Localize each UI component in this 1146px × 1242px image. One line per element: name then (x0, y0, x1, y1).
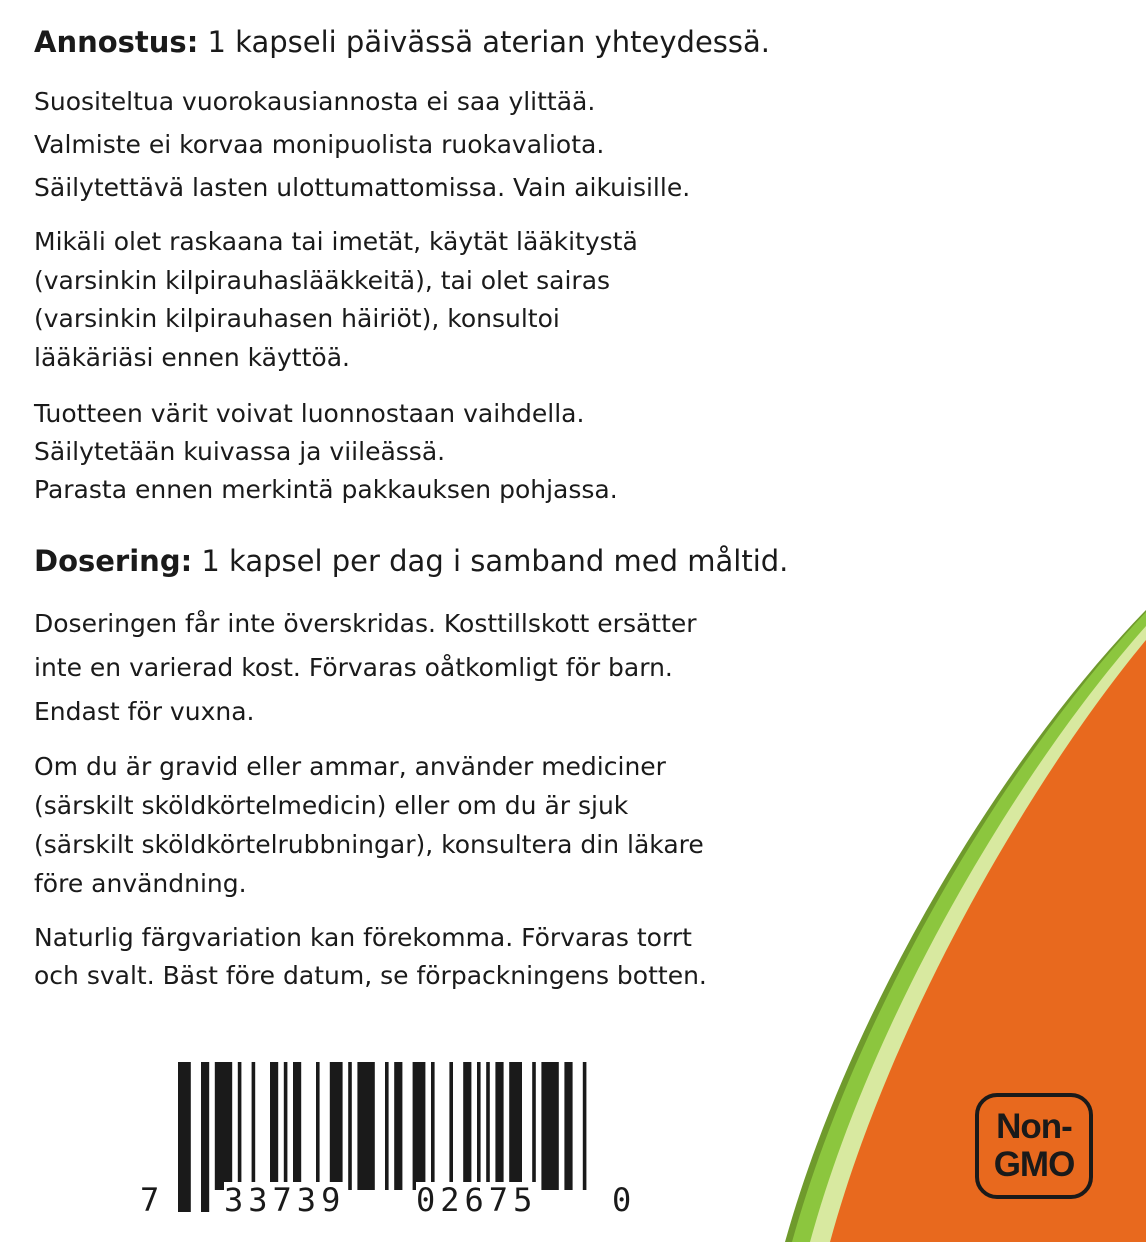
barcode-bar (431, 1062, 435, 1190)
barcode-bar (215, 1062, 232, 1190)
fi-paragraph-1 (34, 80, 690, 209)
barcode-bar (201, 1062, 209, 1212)
barcode-bar (357, 1062, 374, 1190)
sv-dosage-heading (34, 543, 788, 579)
text-line: (varsinkin kilpirauhaslääkkeitä), tai olet sairas (34, 265, 611, 295)
barcode-bar (270, 1062, 278, 1190)
barcode-bar (385, 1062, 389, 1190)
sv-dosage-text: 1 kapsel per dag i samband med måltid. (192, 544, 789, 578)
non-gmo-badge (975, 1093, 1093, 1199)
sv-dosage-label: Dosering: (34, 544, 193, 578)
barcode-bar (564, 1062, 572, 1190)
barcode (140, 1062, 632, 1222)
barcode-bar (348, 1062, 352, 1190)
fi-paragraph-3 (34, 395, 618, 509)
barcode-bar (477, 1062, 481, 1190)
barcode-bar (316, 1062, 320, 1190)
text-line: och svalt. Bäst före datum, se förpackningens botten. (34, 961, 707, 990)
text-line: Tuotteen värit voivat luonnostaan vaihdella. (34, 399, 585, 428)
barcode-bar (284, 1062, 288, 1190)
barcode-left-digits: 33739 (224, 1181, 346, 1219)
barcode-bar (541, 1062, 558, 1190)
barcode-bar (532, 1062, 536, 1190)
text-line: inte en varierad kost. Förvaras oåtkomligt för barn. (34, 653, 673, 682)
fi-dosage-text: 1 kapseli päivässä aterian yhteydessä. (198, 25, 771, 59)
barcode-first-digit: 7 (140, 1181, 160, 1219)
barcode-bar (252, 1062, 256, 1190)
text-line: Mikäli olet raskaana tai imetät, käytät lääkitystä (34, 227, 638, 256)
sv-paragraph-2 (34, 747, 704, 903)
barcode-bar (238, 1062, 242, 1190)
barcode-bar (330, 1062, 343, 1190)
text-line: Doseringen får inte överskridas. Kosttillskott ersätter (34, 609, 697, 638)
barcode-bar (293, 1062, 301, 1190)
text-line: Naturlig färgvariation kan förekomma. Förvaras torrt (34, 923, 692, 952)
sv-paragraph-3 (34, 919, 707, 995)
text-line: Säilytettävä lasten ulottumattomissa. Vain aikuisille. (34, 173, 691, 202)
barcode-bar (178, 1062, 191, 1212)
barcode-bar (463, 1062, 471, 1190)
badge-line-1: Non- (996, 1107, 1072, 1146)
barcode-bars (140, 1062, 610, 1222)
badge-line-2: GMO (993, 1145, 1075, 1184)
text-line: (varsinkin kilpirauhasen häiriöt), konsultoi (34, 304, 560, 333)
barcode-bar (583, 1062, 587, 1190)
fi-dosage-heading (34, 24, 770, 60)
barcode-last-digit: 0 (612, 1181, 632, 1219)
text-line: Om du är gravid eller ammar, använder mediciner (34, 752, 666, 781)
barcode-bar (413, 1062, 426, 1190)
barcode-bar (394, 1062, 402, 1190)
barcode-right-digits: 02675 (416, 1181, 538, 1219)
text-line: Endast för vuxna. (34, 697, 255, 726)
text-line: (särskilt sköldkörtelrubbningar), konsultera din läkare (34, 830, 704, 859)
text-line: före användning. (34, 869, 247, 898)
text-line: Suositeltua vuorokausiannosta ei saa ylittää. (34, 87, 596, 116)
barcode-bar (449, 1062, 453, 1190)
text-line: Säilytetään kuivassa ja viileässä. (34, 437, 446, 466)
fi-dosage-label: Annostus: (34, 25, 199, 59)
fi-paragraph-2 (34, 223, 638, 377)
text-line: lääkäriäsi ennen käyttöä. (34, 342, 350, 372)
sv-paragraph-1 (34, 602, 697, 734)
text-line: Parasta ennen merkintä pakkauksen pohjassa. (34, 475, 618, 504)
text-line: Valmiste ei korvaa monipuolista ruokavaliota. (34, 130, 605, 159)
text-line: (särskilt sköldkörtelmedicin) eller om du är sjuk (34, 791, 629, 820)
